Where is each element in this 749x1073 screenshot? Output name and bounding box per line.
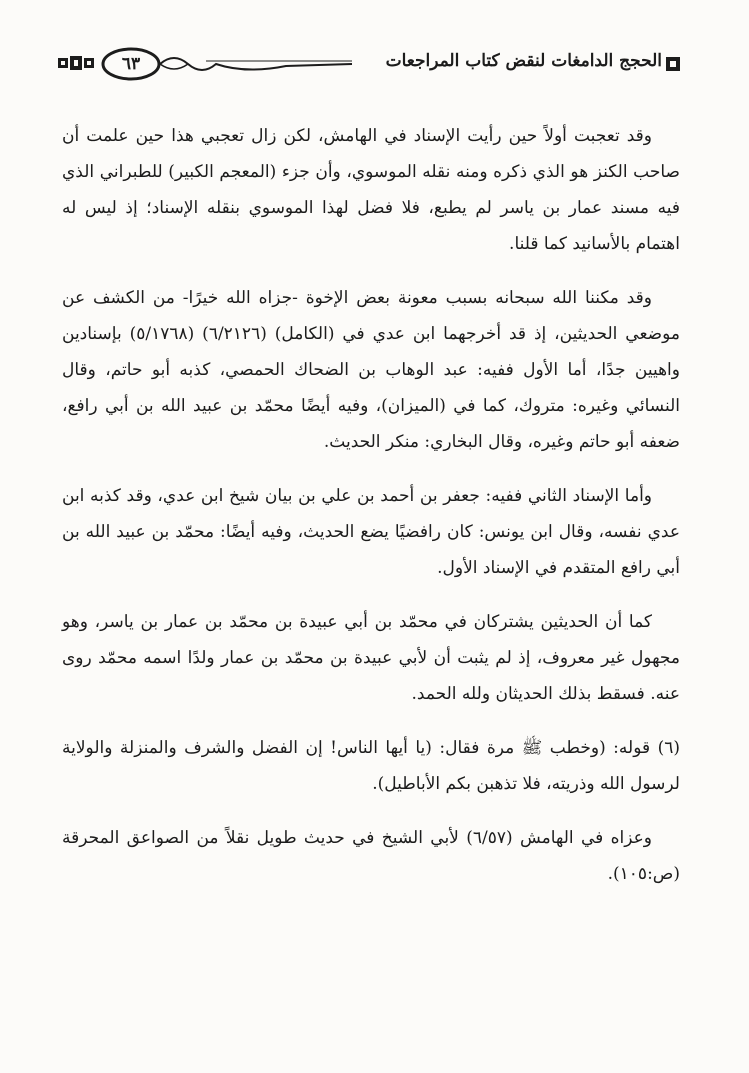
paragraph-4: كما أن الحديثين يشتركان في محمّد بن أبي عبيدة بن محمّد بن عمار بن ياسر، وهو مجهول غير معروف، إذ لم يثبت أن لأبي عبيدة بن محمّد بن عمار ولدًا اسمه محمّد روى عنه. فسقط بذلك الحديثان ولله الحمد. bbox=[62, 612, 680, 704]
paragraph-1: وقد تعجبت أولاً حين رأيت الإسناد في الهامش، لكن زال تعجبي هذا حين علمت أن صاحب الكنز هو الذي ذكره ومنه نقله الموسوي، وأن جزء (المعجم الكبير) للطبراني الذي فيه مسند عمار بن ياسر لم يطبع، فلا فضل لهذا الموسوي بنقله الإسناد؛ إذ ليس له اهتمام بالأسانيد كما قلنا. bbox=[62, 126, 680, 254]
paragraph-5: (٦) قوله: (وخطب ﷺ مرة فقال: (يا أيها الناس! إن الفضل والشرف والمنزلة والولاية لرسول الله وذريته، فلا تذهبن بكم الأباطيل). bbox=[62, 738, 680, 794]
page-body bbox=[62, 118, 680, 910]
running-title: الحجج الدامغات لنقض كتاب المراجعات bbox=[385, 51, 662, 71]
page-header bbox=[56, 44, 684, 84]
paragraph-3: وأما الإسناد الثاني ففيه: جعفر بن أحمد بن علي بن بيان شيخ ابن عدي، وقد كذبه ابن عدي نفسه، وقال ابن يونس: كان رافضيًا يضع الحديث، وفيه أيضًا: محمّد بن عبيد الله بن أبي رافع المتقدم في الإسناد الأول. bbox=[62, 486, 680, 578]
paragraph-6: وعزاه في الهامش (٦/٥٧) لأبي الشيخ في حديث طويل نقلاً من الصواعق المحرقة (ص:١٠٥). bbox=[62, 828, 680, 884]
paragraph-2: وقد مكننا الله سبحانه بسبب معونة بعض الإخوة -جزاه الله خيرًا- من الكشف عن موضعي الحديثين، إذ قد أخرجهما ابن عدي في (الكامل) (٦/٢١٢٦) (٥/١٧٦٨) بإسنادين واهيين جدًا، أما الأول ففيه: عبد الوهاب بن الضحاك الحمصي، كذبه أبو حاتم، وقال النسائي وغيره: متروك، كما في (الميزان)، وفيه أيضًا محمّد بن عبيد الله بن أبي رافع، ضعفه أبو حاتم وغيره، وقال البخاري: منكر الحديث. bbox=[62, 288, 680, 452]
page-number: ٦٣ bbox=[121, 54, 141, 74]
